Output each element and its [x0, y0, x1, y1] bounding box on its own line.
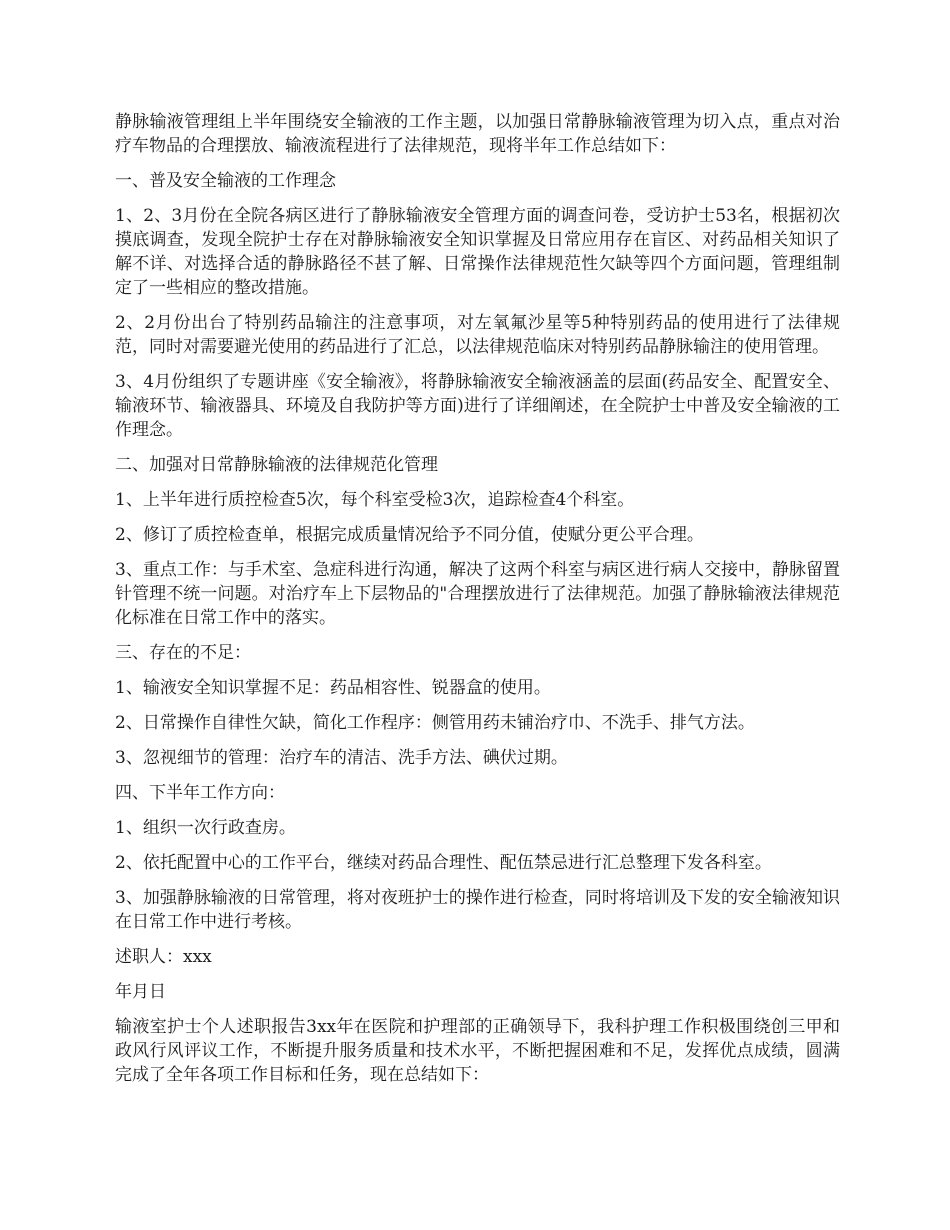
section-heading-1: 一、普及安全输液的工作理念	[115, 171, 336, 191]
section-1-item: 3、4月份组织了专题讲座《安全输液》，将静脉输液安全输液涵盖的层面(药品安全、配置安全、输液环节、输液器具、环境及自我防护等方面)进行了详细阐述，在全院护士中普及安全输液的工作理念。	[115, 372, 840, 440]
signature-line: 述职人：xxx	[115, 947, 212, 967]
section-2-item: 2、修订了质控检查单，根据完成质量情况给予不同分值，使赋分更公平合理。	[115, 525, 704, 545]
section-3-item: 3、忽视细节的管理：治疗车的清洁、洗手方法、碘伏过期。	[115, 748, 568, 768]
section-1-item: 1、2、3月份在全院各病区进行了静脉输液安全管理方面的调查问卷，受访护士53名，根据初次摸底调查，发现全院护士存在对静脉输液安全知识掌握及日常应用存在盲区、对药品相关知识了解不详、对选择合适的静脉路径不甚了解、日常操作法律规范性欠缺等四个方面问题，管理组制定了一些相应的整改措施。	[115, 206, 840, 298]
section-4-item: 3、加强静脉输液的日常管理，将对夜班护士的操作进行检查，同时将培训及下发的安全输液知识在日常工作中进行考核。	[115, 888, 840, 932]
section-heading-3: 三、存在的不足：	[115, 643, 251, 663]
next-report-paragraph: 输液室护士个人述职报告3xx年在医院和护理部的正确领导下，我科护理工作积极围绕创三甲和政风行风评议工作，不断提升服务质量和技术水平，不断把握困难和不足，发挥优点成绩，圆满完成了全年各项工作目标和任务，现在总结如下：	[115, 1017, 840, 1085]
document-page	[115, 110, 840, 1098]
section-3-item: 2、日常操作自律性欠缺，简化工作程序：侧管用药未铺治疗巾、不洗手、排气方法。	[115, 713, 755, 733]
section-3-item: 1、输液安全知识掌握不足：药品相容性、锐器盒的使用。	[115, 678, 551, 698]
section-2-item: 3、重点工作：与手术室、急症科进行沟通，解决了这两个科室与病区进行病人交接中，静脉留置针管理不统一问题。对治疗车上下层物品的"合理摆放进行了法律规范。加强了静脉输液法律规范化标准在日常工作中的落实。	[115, 560, 840, 628]
section-4-item: 2、依托配置中心的工作平台，继续对药品合理性、配伍禁忌进行汇总整理下发各科室。	[115, 853, 772, 873]
section-2-item: 1、上半年进行质控检查5次，每个科室受检3次，追踪检查4个科室。	[115, 490, 635, 510]
section-heading-2: 二、加强对日常静脉输液的法律规范化管理	[115, 455, 438, 475]
date-line: 年月日	[115, 982, 166, 1002]
section-heading-4: 四、下半年工作方向：	[115, 783, 285, 803]
section-1-item: 2、2月份出台了特别药品输注的注意事项，对左氧氟沙星等5种特别药品的使用进行了法律规范，同时对需要避光使用的药品进行了汇总，以法律规范临床对特别药品静脉输注的使用管理。	[115, 313, 840, 357]
section-4-item: 1、组织一次行政查房。	[115, 818, 296, 838]
intro-paragraph: 静脉输液管理组上半年围绕安全输液的工作主题，以加强日常静脉输液管理为切入点，重点对治疗车物品的合理摆放、输液流程进行了法律规范，现将半年工作总结如下：	[115, 112, 840, 156]
